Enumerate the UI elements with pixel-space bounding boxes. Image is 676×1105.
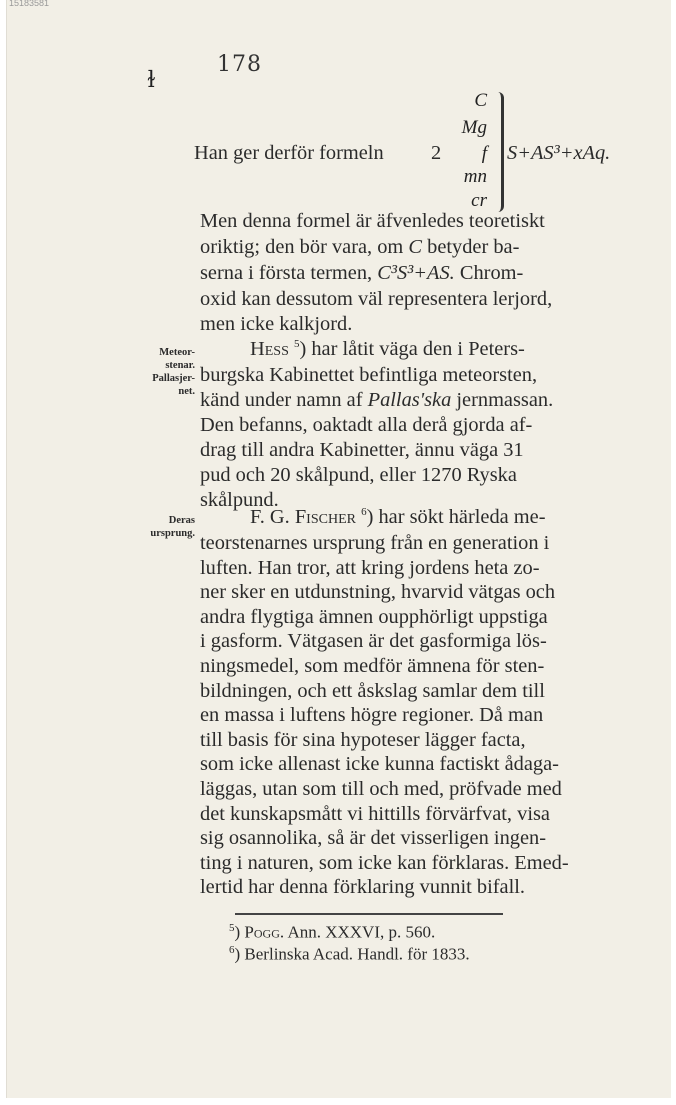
footnote-5-sc: Pogg. bbox=[244, 922, 285, 942]
formula-stack-c: C bbox=[474, 90, 487, 111]
margin-note1-line1: Meteor- bbox=[159, 347, 195, 358]
p3-line: lertid har denna förklaring vunnit bifall. bbox=[200, 876, 526, 899]
p2-line3-italic: Pallas'ska bbox=[367, 389, 452, 411]
p2-ref: 5 bbox=[293, 338, 300, 351]
footnote-6-text: Berlinska Acad. Handl. för 1833. bbox=[244, 944, 470, 964]
margin-note-meteorstenar bbox=[119, 346, 195, 398]
footnote-rule bbox=[235, 913, 503, 915]
formula-stack-mg: Mg bbox=[461, 117, 487, 138]
formula-stack-f: f bbox=[481, 143, 487, 164]
p3-line: ner sker en utdunstning, hvarvid vätgas och bbox=[200, 581, 556, 604]
formula-brace bbox=[491, 92, 504, 212]
p1-line2-a: oriktig; den bör vara, om bbox=[200, 236, 404, 258]
p1-line5: men icke kalkjord. bbox=[200, 313, 353, 335]
p2-line3-a: känd under namn af bbox=[200, 389, 363, 411]
p1-line4: oxid kan dessutom väl representera lerjord, bbox=[200, 288, 553, 310]
p3-line: teorstenarnes ursprung från en generation i bbox=[200, 532, 550, 554]
margin-note-deras-ursprung bbox=[119, 514, 195, 540]
p1-line1: Men denna formel är äfvenledes teoretiskt bbox=[200, 210, 545, 232]
p2-line1-rest: ) har låtit väga den i Peters- bbox=[299, 338, 525, 360]
p1-line2-c: C bbox=[408, 236, 423, 258]
p1-line3 bbox=[200, 262, 523, 285]
p3-line: ting i naturen, som icke kan förklaras. Emed- bbox=[200, 851, 569, 874]
p3-line: bildningen, och ett åskslag samlar dem till bbox=[200, 679, 545, 702]
p3-line: andra flygtiga ämnen oupphörligt uppstiga bbox=[200, 605, 548, 628]
p2-line5: drag till andra Kabinetter, ännu väga 31 bbox=[200, 439, 524, 461]
p3-line: som icke allenast icke kunna factiskt ådaga- bbox=[200, 753, 559, 776]
p3-line: i gasform. Vätgasen är det gasformiga lös- bbox=[200, 630, 547, 653]
p3-line: läggas, utan som till och med, pröfvade med bbox=[200, 778, 562, 800]
p2-line2: burgska Kabinettet befintliga meteorsten, bbox=[200, 364, 538, 386]
scan-id: 15183581 bbox=[9, 0, 50, 8]
margin-note1-line4: net. bbox=[178, 386, 195, 397]
footnote-5: $^5$) Pogg. Ann. XXXVI, p. 560. bbox=[229, 922, 436, 942]
margin-note2-line1: Deras bbox=[168, 515, 195, 526]
p1-line2 bbox=[200, 236, 519, 259]
ink-mark: ɫ bbox=[147, 68, 156, 93]
formula-stack-cr: cr bbox=[471, 190, 487, 211]
margin-note1-line3: Pallasjer- bbox=[152, 373, 195, 384]
p2-line4: Den befanns, oaktadt alla derå gjorda af- bbox=[200, 414, 533, 436]
formula-stack-mn: mn bbox=[463, 166, 487, 187]
footnote-5-num: 5 bbox=[229, 922, 235, 934]
formula-tail: S+AS³+xAq. bbox=[507, 142, 611, 164]
margin-note1-line2: stenar. bbox=[165, 360, 195, 371]
p1-line2-b: betyder ba- bbox=[427, 236, 520, 258]
p2-author: Hess bbox=[250, 338, 289, 360]
formula-coefficient: 2 bbox=[431, 142, 442, 164]
p3-line: luften. Han tror, att kring jordens heta zo- bbox=[200, 556, 540, 579]
p2-line3 bbox=[200, 389, 553, 412]
footnote-6: $^6$) Berlinska Acad. Handl. för 1833. bbox=[229, 944, 470, 964]
p3-line1 bbox=[250, 506, 546, 529]
p3-line: sig osannolika, så är det visserligen ingen- bbox=[200, 827, 546, 850]
p2-line6: pud och 20 skålpund, eller 1270 Ryska bbox=[200, 464, 517, 486]
p3-line: en massa i luftens högre regioner. Då man bbox=[200, 704, 544, 727]
p3-line: till basis för sina hypoteser lägger facta, bbox=[200, 728, 526, 751]
p2-line1 bbox=[250, 338, 525, 361]
p1-line3-a: serna i första termen, bbox=[200, 262, 373, 284]
p3-line: det kunskapsmått vi hittills förvärfvat, visa bbox=[200, 802, 550, 825]
p2-line3-b: jernmassan. bbox=[456, 389, 554, 411]
footnote-5-text: Ann. XXXVI, p. 560. bbox=[287, 922, 436, 942]
formula-intro bbox=[194, 142, 384, 165]
p3-initials: F. G. bbox=[250, 506, 290, 528]
p1-line3-formula: C³S³+AS. bbox=[377, 262, 455, 284]
p3-line1-rest: ) har sökt härleda me- bbox=[366, 506, 546, 528]
footnote-6-num: 6 bbox=[229, 944, 235, 956]
p1-line3-b: Chrom- bbox=[459, 262, 524, 284]
p3-ref: 6 bbox=[361, 506, 367, 519]
p2-line7: skålpund. bbox=[200, 489, 279, 511]
formula-intro-text: Han ger derför formeln bbox=[194, 142, 384, 164]
p3-line: ningsmedel, som medför ämnena för sten- bbox=[200, 655, 545, 677]
page-number: 178 bbox=[217, 52, 262, 77]
margin-note2-line2: ursprung. bbox=[150, 528, 195, 539]
p3-author: Fischer bbox=[294, 506, 356, 528]
book-page bbox=[6, 0, 671, 1098]
